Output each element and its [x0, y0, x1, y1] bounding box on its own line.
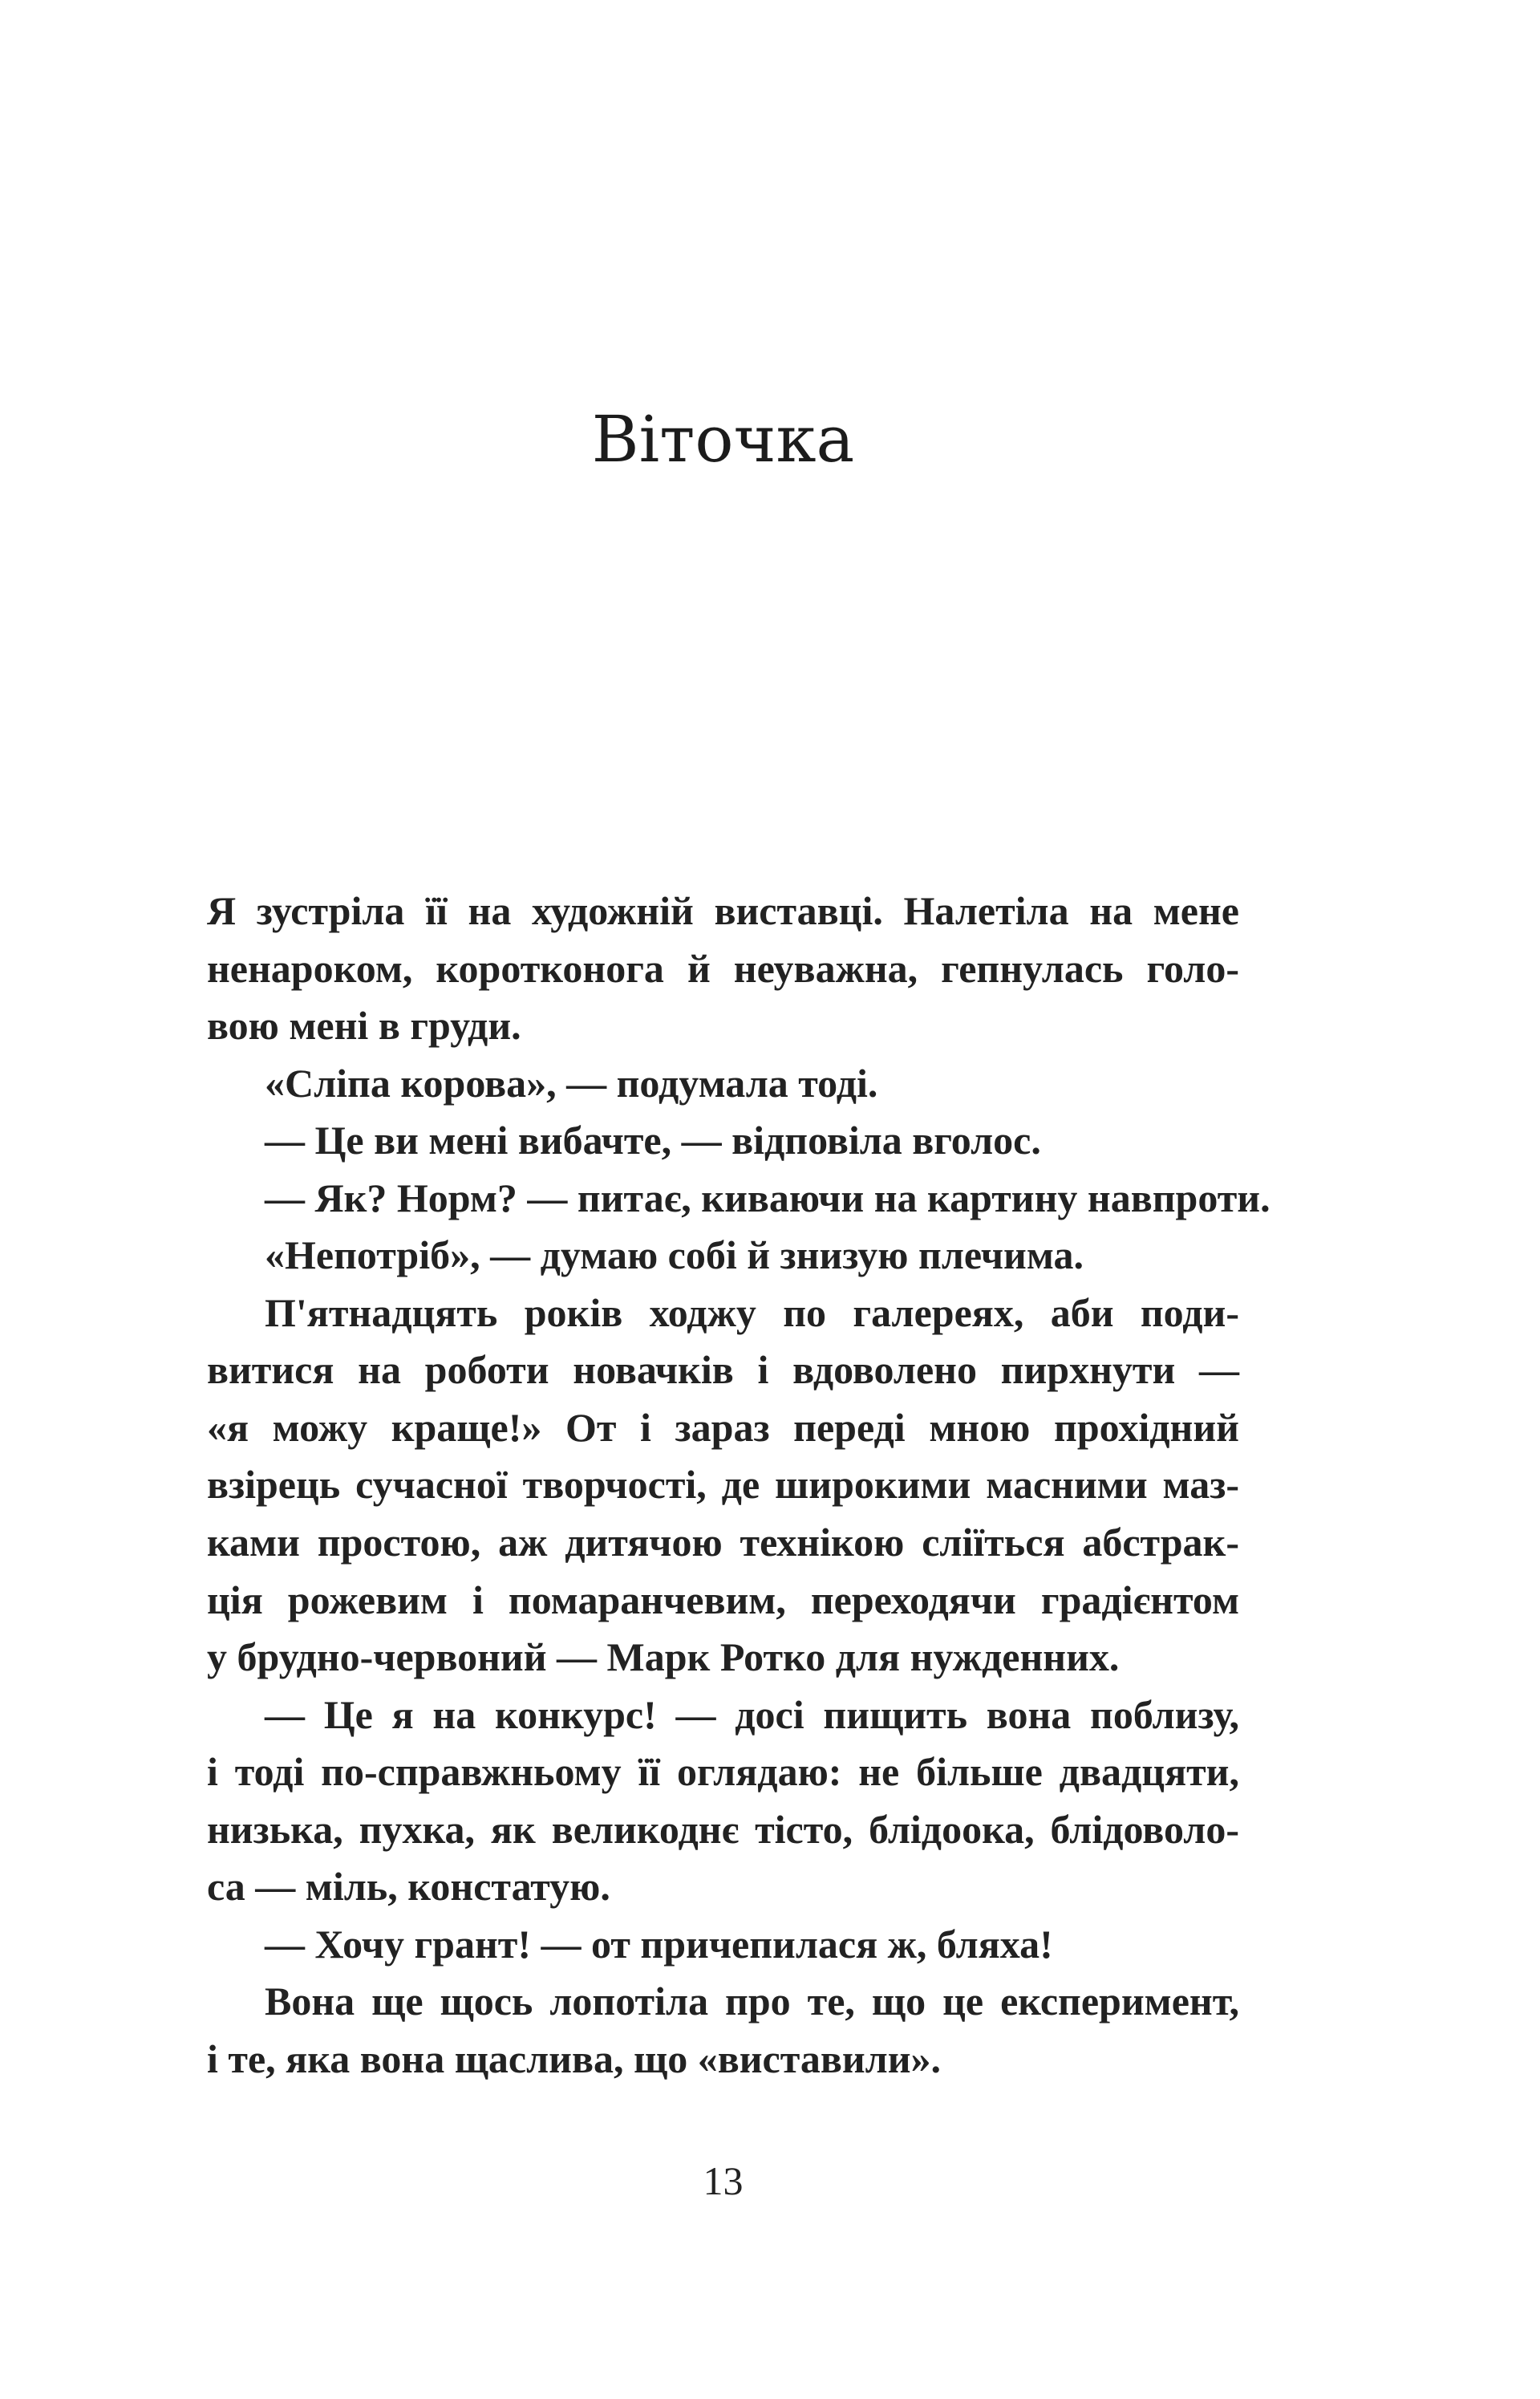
- text-line: низька, пухка, як великоднє тісто, блідоока, блідоволо-: [207, 1806, 1239, 1852]
- text-line: і тоді по-справжньому її оглядаю: не більше двадцяти,: [207, 1749, 1239, 1795]
- text-line: ненароком, коротконога й неуважна, гепнулась голо-: [207, 945, 1239, 991]
- text-line: і те, яка вона щаслива, що «виставили».: [207, 2036, 942, 2081]
- text-line: «я можу краще!» От і зараз переді мною прохідний: [207, 1404, 1239, 1450]
- text-line: витися на роботи новачків і вдоволено пирхнути —: [207, 1347, 1239, 1393]
- text-line: вою мені в груди.: [207, 1003, 521, 1049]
- page-number: 13: [703, 2158, 744, 2203]
- chapter-body-text: [207, 883, 1270, 2088]
- text-line: ція рожевим і помаранчевим, переходячи градієнтом: [207, 1577, 1239, 1622]
- text-line: Я зустріла її на художній виставці. Налетіла на мене: [207, 888, 1239, 933]
- text-line: «Сліпа корова», — подумала тоді.: [265, 1060, 878, 1106]
- text-line: Вона ще щось лопотіла про те, що це експеримент,: [265, 1979, 1239, 2024]
- text-line: у брудно-червоний — Марк Ротко для нужденних.: [207, 1634, 1120, 1680]
- text-line: взірець сучасної творчості, де широкими масними маз-: [207, 1462, 1239, 1508]
- text-line: ками простою, аж дитячою технікою сліїться абстрак-: [207, 1520, 1239, 1565]
- text-line: са — міль, констатую.: [207, 1864, 610, 1910]
- text-line: — Хочу грант! — от причепилася ж, бляха!: [265, 1921, 1053, 1967]
- text-line: — Це ви мені вибачте, — відповіла вголос.: [265, 1118, 1041, 1163]
- text-line: П'ятнадцять років ходжу по галереях, аби поди-: [265, 1289, 1239, 1335]
- text-line: — Як? Норм? — питає, киваючи на картину навпроти.: [265, 1175, 1270, 1220]
- text-line: «Непотріб», — думаю собі й знизую плечима.: [265, 1232, 1084, 1278]
- text-line: — Це я на конкурс! — досі пищить вона поблизу,: [265, 1691, 1239, 1737]
- chapter-title: Віточка: [591, 402, 855, 477]
